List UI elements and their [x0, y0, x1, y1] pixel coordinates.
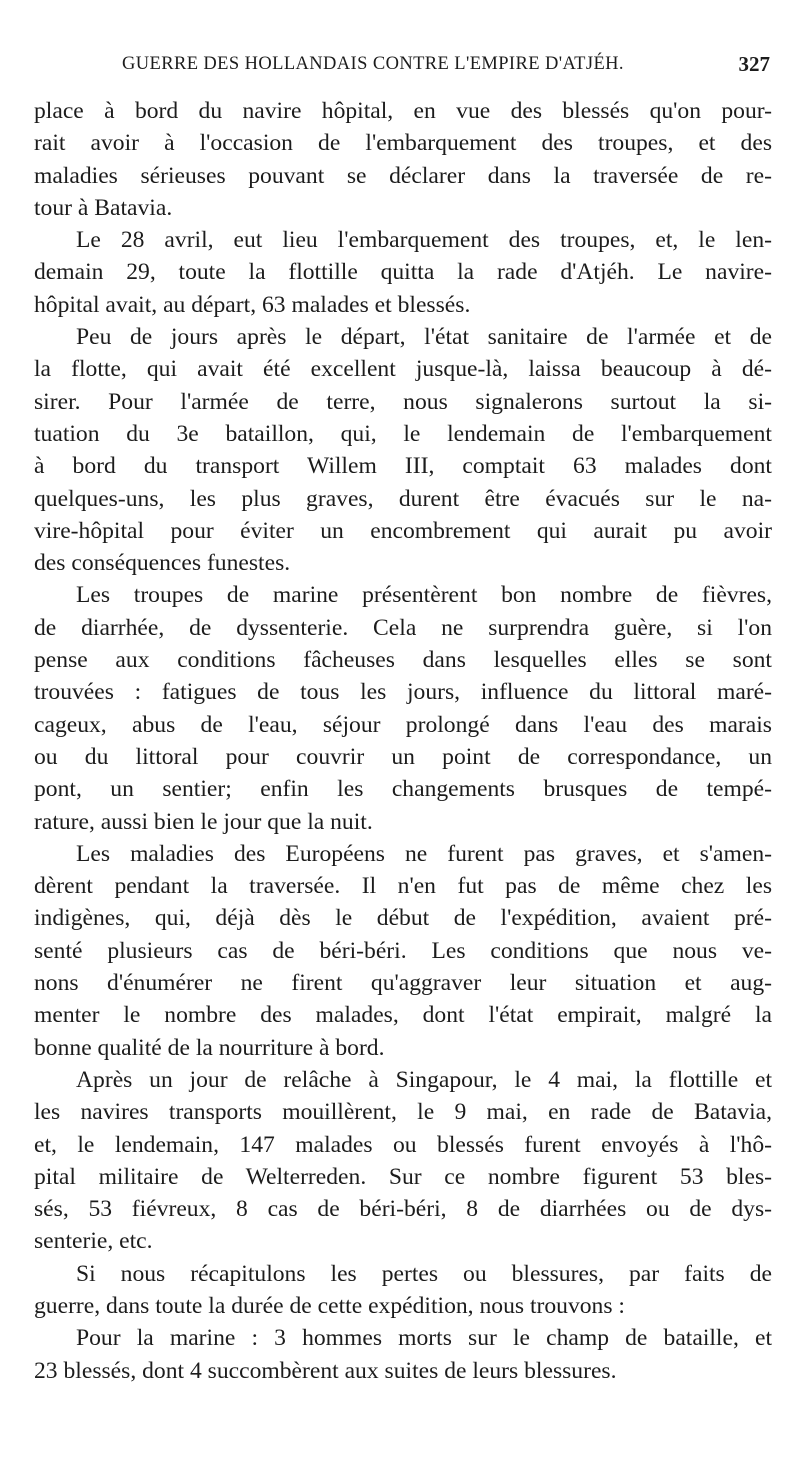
- text-line: pital militaire de Welterreden. Sur ce nombre figurent 53 bles-: [34, 1163, 772, 1190]
- text-line: cageux, abus de l'eau, séjour prolongé dans l'eau des marais: [34, 711, 772, 738]
- text-line: tuation du 3e bataillon, qui, le lendemain de l'embarquement: [34, 420, 772, 447]
- text-line: pont, un sentier; enfin les changements brusques de tempé-: [34, 776, 772, 803]
- body-text: [34, 95, 772, 1387]
- text-line: pense aux conditions fâcheuses dans lesquelles elles se sont: [34, 647, 772, 674]
- text-line: place à bord du navire hôpital, en vue des blessés qu'on pour-: [34, 98, 772, 124]
- text-line: Les troupes de marine présentèrent bon nombre de fièvres,: [76, 582, 772, 609]
- text-line: tour à Batavia.: [34, 194, 173, 221]
- text-line: ou du littoral pour couvrir un point de correspondance, un: [34, 743, 772, 770]
- text-line: Les maladies des Européens ne furent pas graves, et s'amen-: [76, 840, 772, 867]
- text-line: guerre, dans toute la durée de cette expédition, nous trouvons :: [34, 1292, 625, 1319]
- running-title: GUERRE DES HOLLANDAIS CONTRE L'EMPIRE D'ATJÉH.: [122, 54, 624, 74]
- text-line: nons d'énumérer ne firent qu'aggraver leur situation et aug-: [34, 970, 772, 997]
- text-line: des conséquences funestes.: [34, 550, 291, 577]
- text-line: Le 28 avril, eut lieu l'embarquement des troupes, et, le len-: [76, 227, 772, 254]
- text-line: Après un jour de relâche à Singapour, le 4 mai, la flottille et: [76, 1066, 772, 1093]
- page-header: [32, 52, 770, 82]
- text-line: dèrent pendant la traversée. Il n'en fut pas de même chez les: [34, 873, 772, 900]
- paragraph: [34, 1064, 772, 1258]
- paragraph: [34, 1258, 772, 1323]
- text-line: et, le lendemain, 147 malades ou blessés furent envoyés à l'hô-: [34, 1131, 772, 1158]
- text-line: hôpital avait, au départ, 63 malades et blessés.: [34, 291, 471, 318]
- paragraph: [34, 1322, 772, 1387]
- text-line: indigènes, qui, déjà dès le début de l'expédition, avaient pré-: [34, 905, 772, 932]
- text-line: les navires transports mouillèrent, le 9 mai, en rade de Batavia,: [34, 1099, 772, 1126]
- text-line: vire-hôpital pour éviter un encombrement qui aurait pu avoir: [34, 517, 772, 544]
- text-line: rait avoir à l'occasion de l'embarquement des troupes, et des: [34, 130, 772, 157]
- text-line: Pour la marine : 3 hommes morts sur le champ de bataille, et: [76, 1325, 772, 1352]
- text-line: sés, 53 fiévreux, 8 cas de béri-béri, 8 de diarrhées ou de dys-: [34, 1196, 772, 1223]
- text-line: maladies sérieuses pouvant se déclarer dans la traversée de re-: [34, 162, 772, 189]
- paragraph: [34, 224, 772, 321]
- text-line: de diarrhée, de dyssenterie. Cela ne surprendra guère, si l'on: [34, 614, 772, 641]
- text-line: demain 29, toute la flottille quitta la rade d'Atjéh. Le navire-: [34, 259, 772, 286]
- paragraph: [34, 838, 772, 1064]
- page-number: 327: [738, 52, 770, 76]
- text-line: menter le nombre des malades, dont l'état empirait, malgré la: [34, 1002, 772, 1029]
- text-line: senterie, etc.: [34, 1228, 153, 1255]
- text-line: bonne qualité de la nourriture à bord.: [34, 1034, 385, 1061]
- text-line: à bord du transport Willem III, comptait 63 malades dont: [34, 453, 772, 480]
- text-line: Si nous récapitulons les pertes ou blessures, par faits de: [76, 1260, 772, 1287]
- text-line: la flotte, qui avait été excellent jusque-là, laissa beaucoup à dé-: [34, 356, 772, 383]
- paragraph: [34, 579, 772, 837]
- text-line: rature, aussi bien le jour que la nuit.: [34, 808, 373, 835]
- text-line: sirer. Pour l'armée de terre, nous signalerons surtout la si-: [34, 388, 772, 415]
- paragraph: [34, 95, 772, 224]
- text-line: quelques-uns, les plus graves, durent être évacués sur le na-: [34, 485, 772, 512]
- paragraph: [34, 321, 772, 579]
- text-line: Peu de jours après le départ, l'état sanitaire de l'armée et de: [76, 324, 772, 351]
- text-line: trouvées : fatigues de tous les jours, influence du littoral maré-: [34, 679, 772, 706]
- text-line: 23 blessés, dont 4 succombèrent aux suites de leurs blessures.: [34, 1357, 617, 1384]
- text-line: senté plusieurs cas de béri-béri. Les conditions que nous ve-: [34, 937, 772, 964]
